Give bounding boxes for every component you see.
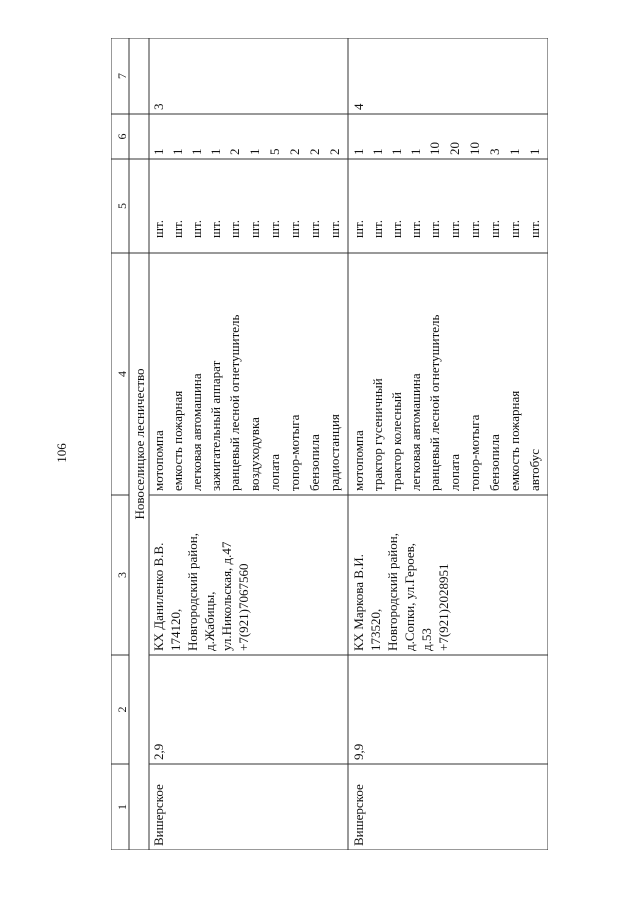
row1-owner-line-6: +7(921)7067560 [236,563,251,651]
row2-distance: 9,9 [351,743,366,760]
row2-item-9-unit: шт. [507,220,522,238]
section-title: Новоселицкое лесничество [132,368,147,520]
row2-item-8-unit: шт. [487,220,502,238]
row2-item-1-qty: 1 [351,148,366,155]
row2-item-1-name: мотопомпа [351,430,366,491]
row1-item-9-name: бензопила [307,434,322,491]
row2-item-2-qty: 1 [370,148,385,155]
row2-item-3-unit: шт. [389,220,404,238]
row2-item-5-qty: 10 [427,142,442,155]
row1-owner-line-2: 174120, [168,608,183,651]
row1-item-4-name: зажигательный аппарат [208,360,223,491]
row2-item-5-name: ранцевый лесной огнетушитель [427,314,442,491]
row1-item-6-name: воздуходувка [247,417,262,491]
row1-item-4-unit: шт. [208,220,223,238]
row2-item-10-unit: шт. [527,220,542,238]
row2-item-7-qty: 10 [467,142,482,155]
row1-item-8-name: топор-мотыга [287,414,302,491]
row1-item-5-unit: шт. [227,220,242,238]
row2-item-5-unit: шт. [427,220,442,238]
row1-item-2-name: емкость пожарная [170,390,185,491]
row1-place: Вишерское [151,784,166,846]
row1-item-6-qty: 1 [247,148,262,155]
row1-item-5-qty: 2 [227,148,242,155]
row2-owner-line-1: КХ Маркова В.И. [351,554,366,651]
row2-item-4-name: легковая автомашина [408,373,423,491]
row2-item-9-qty: 1 [507,148,522,155]
row1-item-1-qty: 1 [151,148,166,155]
row2-owner-line-6: +7(921)2028951 [436,563,451,651]
row1-item-1-unit: шт. [151,220,166,238]
row2-item-7-name: топор-мотыга [467,414,482,491]
row1-owner-line-1: КХ Даниленко В.В. [151,542,166,651]
row2-item-9-name: емкость пожарная [507,390,522,491]
page-number: 106 [54,443,69,463]
row2-owner-line-2: 173520, [368,608,383,651]
row2-item-3-name: трактор колесный [389,392,404,491]
row1-item-9-unit: шт. [307,220,322,238]
row2-item-4-unit: шт. [408,220,423,238]
row2-item-10-qty: 1 [527,148,542,155]
row1-item-10-name: радиостанция [327,414,342,491]
col-number-2: 2 [115,706,129,713]
row1-item-4-qty: 1 [208,148,223,155]
row1-item-3-unit: шт. [189,220,204,238]
row2-group-count: 4 [351,103,366,110]
row1-item-1-name: мотопомпа [151,430,166,491]
row1-item-8-unit: шт. [287,220,302,238]
row1-item-10-qty: 2 [327,148,342,155]
row1-item-7-qty: 5 [267,148,282,155]
row1-item-3-name: легковая автомашина [189,373,204,491]
row2-item-8-name: бензопила [487,434,502,491]
row1-owner-line-5: ул.Никольская, д.47 [219,541,234,651]
row1-owner-line-3: Новгородский район, [185,533,200,651]
row2-item-6-qty: 20 [447,142,462,155]
row2-item-4-qty: 1 [408,148,423,155]
row1-item-5-name: ранцевый лесной огнетушитель [227,314,242,491]
row2-item-2-unit: шт. [370,220,385,238]
row1-item-3-qty: 1 [189,148,204,155]
row1-item-2-unit: шт. [170,220,185,238]
col-number-3: 3 [115,572,129,578]
equipment-table [111,38,548,850]
row2-item-7-unit: шт. [467,220,482,238]
row1-item-9-qty: 2 [307,148,322,155]
row1-item-2-qty: 1 [170,148,185,155]
row1-item-6-unit: шт. [247,220,262,238]
row1-item-10-unit: шт. [327,220,342,238]
row2-owner-line-4: д.Сопки, ул.Героев, [402,542,417,651]
row1-item-7-unit: шт. [267,220,282,238]
row1-item-7-name: лопата [267,454,282,491]
row1-item-8-qty: 2 [287,148,302,155]
col-number-7: 7 [115,73,129,79]
row2-item-6-unit: шт. [447,220,462,238]
row2-item-3-qty: 1 [389,148,404,155]
row1-owner-line-4: д.Жабицы, [202,591,217,651]
row2-place: Вишерское [351,784,366,846]
row2-item-6-name: лопата [447,454,462,491]
row1-distance: 2,9 [151,743,166,760]
row2-item-1-unit: шт. [351,220,366,238]
row2-item-2-name: трактор гусеничный [370,378,385,491]
row2-owner-line-5: д.53 [419,628,434,651]
row2-owner-line-3: Новгородский район, [385,533,400,651]
col-number-1: 1 [115,804,129,810]
col-number-6: 6 [115,133,129,140]
row2-item-8-qty: 3 [487,148,502,155]
row1-group-count: 3 [151,103,166,110]
row2-item-10-name: автобус [527,449,542,491]
col-number-4: 4 [115,371,129,377]
col-number-5: 5 [115,203,129,209]
